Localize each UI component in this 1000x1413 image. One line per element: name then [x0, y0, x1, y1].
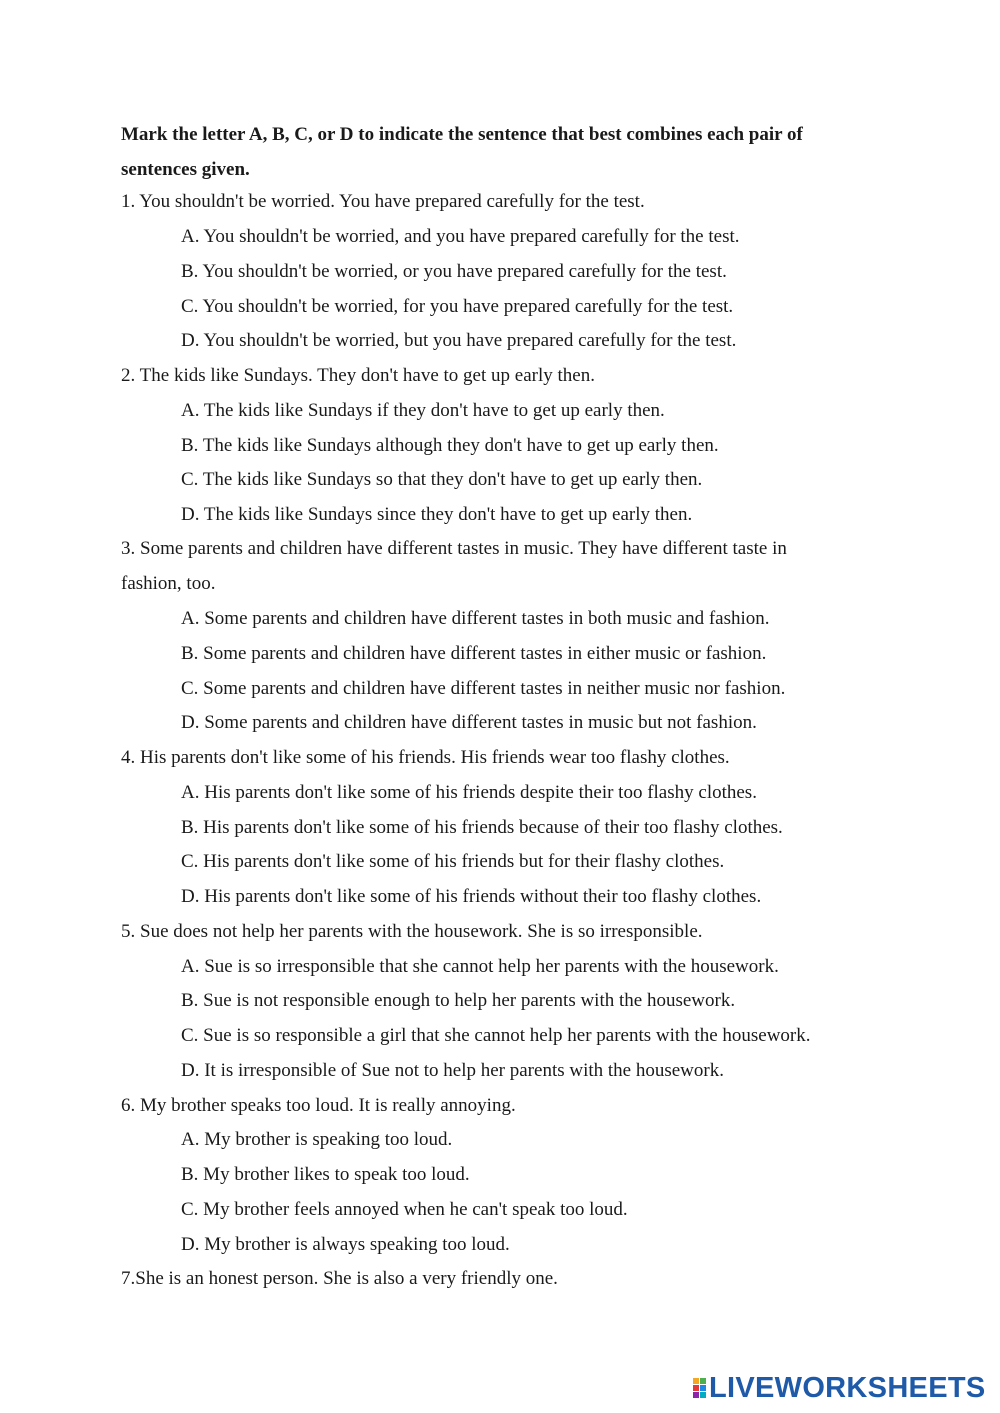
question-1-option-c[interactable]: C. You shouldn't be worried, for you have prepared carefully for the test. — [181, 296, 734, 317]
question-6-option-d[interactable]: D. My brother is always speaking too loud. — [181, 1234, 510, 1255]
question-3-option-c[interactable]: C. Some parents and children have different tastes in neither music nor fashion. — [181, 678, 786, 699]
logo-square-icon — [693, 1385, 699, 1391]
question-6-option-b[interactable]: B. My brother likes to speak too loud. — [181, 1164, 470, 1185]
instructions: Mark the letter A, B, C, or D to indicate the sentence that best combines each pair of sentences given. — [121, 124, 803, 180]
question-5-option-b[interactable]: B. Sue is not responsible enough to help her parents with the housework. — [181, 990, 736, 1011]
question-3-option-a[interactable]: A. Some parents and children have different tastes in both music and fashion. — [181, 608, 770, 629]
question-2-option-c[interactable]: C. The kids like Sundays so that they don't have to get up early then. — [181, 469, 703, 490]
question-4-prompt: 4. His parents don't like some of his friends. His friends wear too flashy clothes. — [121, 747, 730, 768]
logo-text: LIVEWORKSHEETS — [709, 1371, 986, 1404]
question-3-option-d[interactable]: D. Some parents and children have different tastes in music but not fashion. — [181, 712, 757, 733]
question-4-option-b[interactable]: B. His parents don't like some of his friends because of their too flashy clothes. — [181, 817, 783, 838]
question-6-option-a[interactable]: A. My brother is speaking too loud. — [181, 1129, 453, 1150]
question-2-prompt: 2. The kids like Sundays. They don't have to get up early then. — [121, 365, 595, 386]
logo-square-icon — [693, 1392, 699, 1398]
question-1-option-a[interactable]: A. You shouldn't be worried, and you have prepared carefully for the test. — [181, 226, 740, 247]
logo-square-icon — [700, 1385, 706, 1391]
question-6-option-c[interactable]: C. My brother feels annoyed when he can't speak too loud. — [181, 1199, 628, 1220]
question-1-option-b[interactable]: B. You shouldn't be worried, or you have prepared carefully for the test. — [181, 261, 727, 282]
question-1-option-d[interactable]: D. You shouldn't be worried, but you have prepared carefully for the test. — [181, 330, 737, 351]
logo-square-icon — [700, 1378, 706, 1384]
question-5-option-a[interactable]: A. Sue is so irresponsible that she cannot help her parents with the housework. — [181, 956, 779, 977]
question-1-prompt: 1. You shouldn't be worried. You have prepared carefully for the test. — [121, 191, 645, 212]
question-6-prompt: 6. My brother speaks too loud. It is really annoying. — [121, 1095, 516, 1116]
question-4-option-a[interactable]: A. His parents don't like some of his friends despite their too flashy clothes. — [181, 782, 757, 803]
question-3-option-b[interactable]: B. Some parents and children have different tastes in either music or fashion. — [181, 643, 767, 664]
liveworksheets-logo — [693, 1373, 986, 1403]
question-4-option-d[interactable]: D. His parents don't like some of his friends without their too flashy clothes. — [181, 886, 762, 907]
question-2-option-a[interactable]: A. The kids like Sundays if they don't have to get up early then. — [181, 400, 665, 421]
question-2-option-d[interactable]: D. The kids like Sundays since they don't have to get up early then. — [181, 504, 693, 525]
question-2-option-b[interactable]: B. The kids like Sundays although they don't have to get up early then. — [181, 435, 719, 456]
question-3-prompt: 3. Some parents and children have different tastes in music. They have different taste in fashion, too. — [121, 538, 787, 594]
question-5-option-c[interactable]: C. Sue is so responsible a girl that she cannot help her parents with the housework. — [181, 1025, 811, 1046]
question-5-option-d[interactable]: D. It is irresponsible of Sue not to help her parents with the housework. — [181, 1060, 724, 1081]
logo-square-icon — [693, 1378, 699, 1384]
logo-mark-icon — [693, 1378, 706, 1398]
question-5-prompt: 5. Sue does not help her parents with the housework. She is so irresponsible. — [121, 921, 703, 942]
question-7-prompt: 7.She is an honest person. She is also a very friendly one. — [121, 1268, 558, 1289]
question-4-option-c[interactable]: C. His parents don't like some of his friends but for their flashy clothes. — [181, 851, 725, 872]
logo-square-icon — [700, 1392, 706, 1398]
